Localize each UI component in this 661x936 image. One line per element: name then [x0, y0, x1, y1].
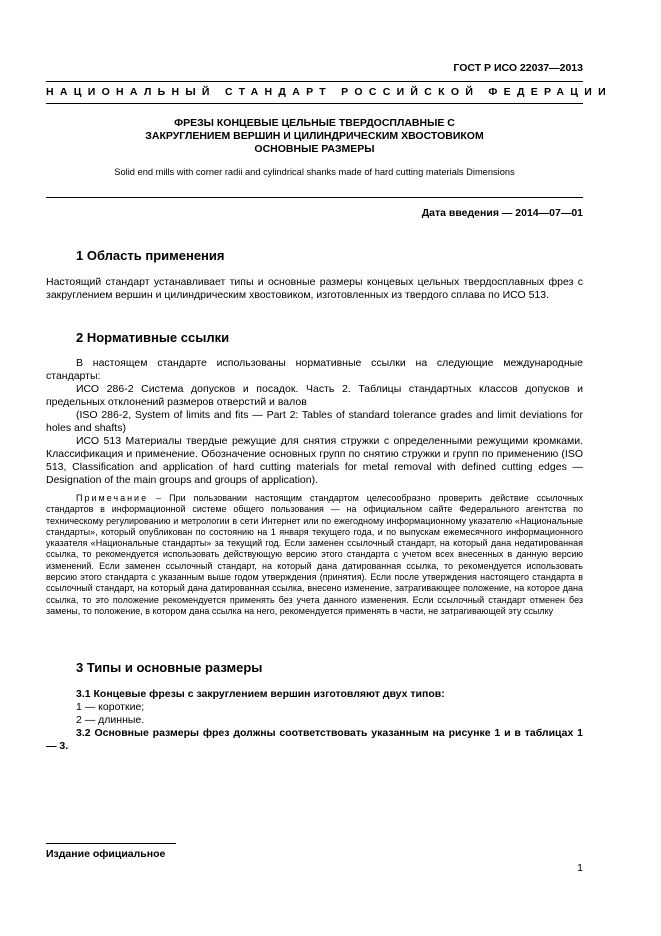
document-title	[46, 117, 583, 156]
section-2-heading: 2 Нормативные ссылки	[76, 330, 230, 345]
title-line-1: ФРЕЗЫ КОНЦЕВЫЕ ЦЕЛЬНЫЕ ТВЕРДОСПЛАВНЫЕ С	[174, 117, 455, 129]
clause-3-2: 3.2 Основные размеры фрез должны соответствовать указанным на рисунке 1 и в таблицах 1 — 3.	[46, 727, 583, 752]
banner-rule	[46, 103, 583, 104]
section-3-heading: 3 Типы и основные размеры	[76, 660, 263, 675]
top-rule	[46, 81, 583, 82]
official-edition-label: Издание официальное	[46, 848, 166, 860]
introduction-date: Дата введения — 2014—07—01	[421, 207, 583, 219]
reference-iso-286-2: ИСО 286-2 Система допусков и посадок. Часть 2. Таблицы стандартных классов допусков и предельных отклонений размеров отверстий и валов	[46, 383, 583, 408]
national-standard-banner: НАЦИОНАЛЬНЫЙ СТАНДАРТ РОССИЙСКОЙ ФЕДЕРАЦИИ	[46, 86, 612, 98]
scope-paragraph: Настоящий стандарт устанавливает типы и основные размеры концевых цельных твердосплавных фрез с закруглением вершин и цилиндрическим хвостовиком, изготовленных из твердого сплава по ИСО 513.	[46, 276, 583, 301]
reference-iso-513: ИСО 513 Материалы твердые режущие для снятия стружки с определенными режущими кромками. Классификация и применение. Обозначение основных групп по снятию стружки и групп по применению (ISO 513, Classification and application of hard cutting materials for metal removal with defined cutting edges — Designation of the main groups and groups of application).	[46, 435, 583, 486]
footer-rule	[46, 843, 176, 844]
title-line-2: ЗАКРУГЛЕНИЕМ ВЕРШИН И ЦИЛИНДРИЧЕСКИМ ХВОСТОВИКОМ	[145, 130, 484, 142]
note-label: Примечание	[76, 493, 149, 503]
section-3-text	[46, 688, 583, 753]
section-1-heading: 1 Область применения	[76, 248, 225, 263]
section-1-text	[46, 276, 583, 302]
note-paragraph	[46, 493, 583, 617]
title-line-3: ОСНОВНЫЕ РАЗМЕРЫ	[254, 143, 375, 155]
type-item-short: 1 — короткие;	[76, 701, 145, 713]
reference-iso-286-2-english: (ISO 286-2, System of limits and fits — Part 2: Tables of standard tolerance grades and limit deviations for holes and shafts)	[46, 409, 583, 434]
document-code: ГОСТ Р ИСО 22037—2013	[453, 62, 583, 74]
references-intro: В настоящем стандарте использованы нормативные ссылки на следующие международные стандарты:	[46, 357, 583, 382]
clause-3-1: 3.1 Концевые фрезы с закруглением вершин изготовляют двух типов:	[76, 688, 445, 700]
english-title: Solid end mills with corner radii and cylindrical shanks made of hard cutting materials Dimensions	[114, 167, 515, 177]
type-item-long: 2 — длинные.	[76, 714, 145, 726]
section-2-text	[46, 357, 583, 487]
title-rule	[46, 197, 583, 198]
page-number: 1	[577, 862, 583, 874]
note-text: – При пользовании настоящим стандартом целесообразно проверить действие ссылочных стандартов в информационной системе общего пользования — на официальном сайте Федерального агентства по техническому регулированию и метрологии в сети Интернет или по ежегодному информационному указателю «Национальные стандарты», который опубликован по состоянию на 1 января текущего года, и по выпускам ежемесячного информационного указателя «Национальные стандарты» за текущий год. Если заменен ссылочный стандарт, на который дана недатированная ссылка, то рекомендуется использовать действующую версию этого стандарта с учетом всех внесенных в данную версию изменений. Если заменен ссылочный стандарт, на который дана датированная ссылка, то рекомендуется использовать версию этого стандарта с указанным выше годом утверждения (принятия). Если после утверждения настоящего стандарта в ссылочный стандарт, на который дана датированная ссылка, внесено изменение, затрагивающее положение, на которое дана ссылка, то это положение рекомендуется применять без учета данного изменения. Если ссылочный стандарт отменен без замены, то положение, в котором дана ссылка на него, рекомендуется применять в части, не затрагивающей эту ссылку	[46, 493, 583, 616]
